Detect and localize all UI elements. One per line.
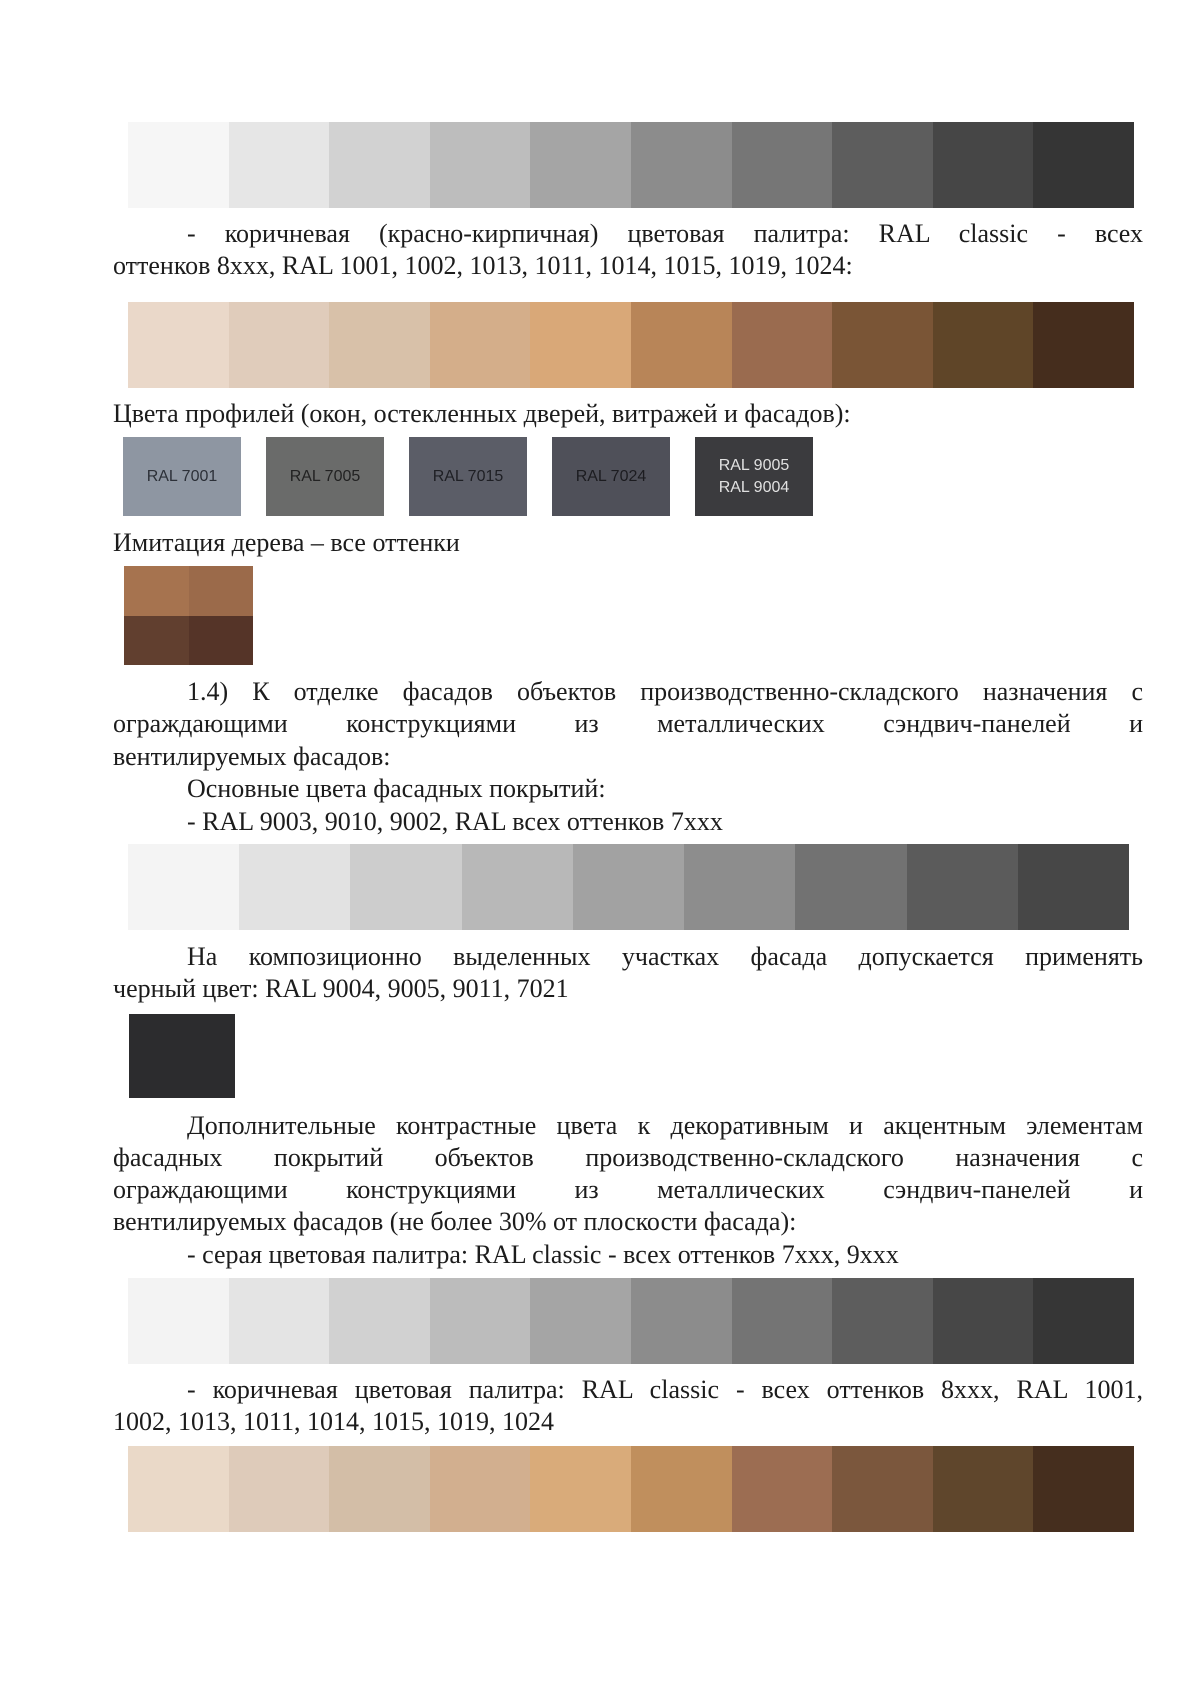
color-swatch xyxy=(732,302,833,388)
black-color-swatch xyxy=(129,1014,235,1098)
color-swatch xyxy=(530,122,631,208)
brown-palette-strip-1 xyxy=(128,302,1134,388)
profile-color-tile xyxy=(552,437,670,516)
profile-color-label: RAL 7024 xyxy=(575,467,647,485)
color-swatch xyxy=(631,1278,732,1364)
wood-tone-cell xyxy=(189,566,254,616)
profile-color-label: RAL 9004 xyxy=(718,478,790,496)
contrast-line-1: Дополнительные контрастные цвета к декоративным и акцентным элементам xyxy=(187,1111,1143,1140)
color-swatch xyxy=(907,844,1018,930)
section-1-4-line-3: вентилируемых фасадов: xyxy=(113,742,391,771)
contrast-line-4: вентилируемых фасадов (не более 30% от плоскости фасада): xyxy=(113,1207,797,1236)
color-swatch xyxy=(462,844,573,930)
gray-palette-line: - серая цветовая палитра: RAL classic - всех оттенков 7xxx, 9xxx xyxy=(187,1240,899,1269)
color-swatch xyxy=(329,1278,430,1364)
brown-palette-strip-2 xyxy=(128,1446,1134,1532)
color-swatch xyxy=(1018,844,1129,930)
profiles-heading: Цвета профилей (окон, остекленных дверей, витражей и фасадов): xyxy=(113,399,851,428)
color-swatch xyxy=(933,302,1034,388)
profile-color-label: RAL 7015 xyxy=(432,467,504,485)
color-swatch xyxy=(1033,1446,1134,1532)
color-swatch xyxy=(128,122,229,208)
color-swatch xyxy=(573,844,684,930)
color-swatch xyxy=(530,302,631,388)
profile-color-tile xyxy=(409,437,527,516)
color-swatch xyxy=(832,122,933,208)
wood-tone-cell xyxy=(124,616,189,666)
main-colors-ral: - RAL 9003, 9010, 9002, RAL всех оттенков 7xxx xyxy=(187,807,723,836)
color-swatch xyxy=(732,1446,833,1532)
contrast-line-3: ограждающими конструкциями из металлических сэндвич-панелей и xyxy=(113,1175,1143,1204)
color-swatch xyxy=(631,122,732,208)
color-swatch xyxy=(430,302,531,388)
wood-imitation-swatch xyxy=(124,566,253,665)
black-color-line-2: черный цвет: RAL 9004, 9005, 9011, 7021 xyxy=(113,974,569,1003)
section-1-4-line-2: ограждающими конструкциями из металлических сэндвич-панелей и xyxy=(113,709,1143,738)
gray-palette-strip-1 xyxy=(128,122,1134,208)
color-swatch xyxy=(128,1446,229,1532)
color-swatch xyxy=(229,1278,330,1364)
color-swatch xyxy=(229,122,330,208)
main-colors-heading: Основные цвета фасадных покрытий: xyxy=(187,774,606,803)
profile-color-tile xyxy=(695,437,813,516)
brown-palette-2-line-2: 1002, 1013, 1011, 1014, 1015, 1019, 1024 xyxy=(113,1407,555,1436)
color-swatch xyxy=(1033,1278,1134,1364)
wood-tone-cell xyxy=(189,616,254,666)
color-swatch xyxy=(530,1446,631,1532)
color-swatch xyxy=(1033,122,1134,208)
color-swatch xyxy=(430,1278,531,1364)
brown-palette-2-line-1: - коричневая цветовая палитра: RAL classic - всех оттенков 8xxx, RAL 1001, xyxy=(187,1375,1143,1404)
color-swatch xyxy=(933,1446,1034,1532)
color-swatch xyxy=(631,302,732,388)
profile-color-label: RAL 9005 xyxy=(718,456,790,474)
profile-color-label: RAL 7005 xyxy=(289,467,361,485)
color-swatch xyxy=(832,302,933,388)
section-1-4-line-1: 1.4) К отделке фасадов объектов производственно-складского назначения с xyxy=(187,677,1143,706)
color-swatch xyxy=(933,122,1034,208)
color-swatch xyxy=(732,122,833,208)
color-swatch xyxy=(430,122,531,208)
color-swatch xyxy=(933,1278,1034,1364)
color-swatch xyxy=(832,1446,933,1532)
color-swatch xyxy=(329,302,430,388)
color-swatch xyxy=(631,1446,732,1532)
color-swatch xyxy=(684,844,795,930)
color-swatch xyxy=(430,1446,531,1532)
color-swatch xyxy=(1033,302,1134,388)
color-swatch xyxy=(795,844,906,930)
color-swatch xyxy=(530,1278,631,1364)
color-swatch xyxy=(832,1278,933,1364)
profile-color-tile xyxy=(123,437,241,516)
color-swatch xyxy=(732,1278,833,1364)
color-swatch xyxy=(329,1446,430,1532)
profile-color-label: RAL 7001 xyxy=(146,467,218,485)
gray-palette-strip-3 xyxy=(128,1278,1134,1364)
color-swatch xyxy=(229,1446,330,1532)
color-swatch xyxy=(350,844,461,930)
brown-palette-line-1: - коричневая (красно-кирпичная) цветовая палитра: RAL classic - всех xyxy=(187,219,1143,248)
gray-palette-strip-2 xyxy=(128,844,1129,930)
profile-color-tile xyxy=(266,437,384,516)
color-swatch xyxy=(128,302,229,388)
color-swatch xyxy=(128,1278,229,1364)
color-swatch xyxy=(329,122,430,208)
color-swatch xyxy=(128,844,239,930)
black-color-line-1: На композиционно выделенных участках фасада допускается применять xyxy=(187,942,1143,971)
color-swatch xyxy=(239,844,350,930)
color-swatch xyxy=(229,302,330,388)
wood-heading: Имитация дерева – все оттенки xyxy=(113,528,460,557)
contrast-line-2: фасадных покрытий объектов производственно-складского назначения с xyxy=(113,1143,1143,1172)
brown-palette-line-2: оттенков 8xxx, RAL 1001, 1002, 1013, 1011, 1014, 1015, 1019, 1024: xyxy=(113,251,853,280)
wood-tone-cell xyxy=(124,566,189,616)
